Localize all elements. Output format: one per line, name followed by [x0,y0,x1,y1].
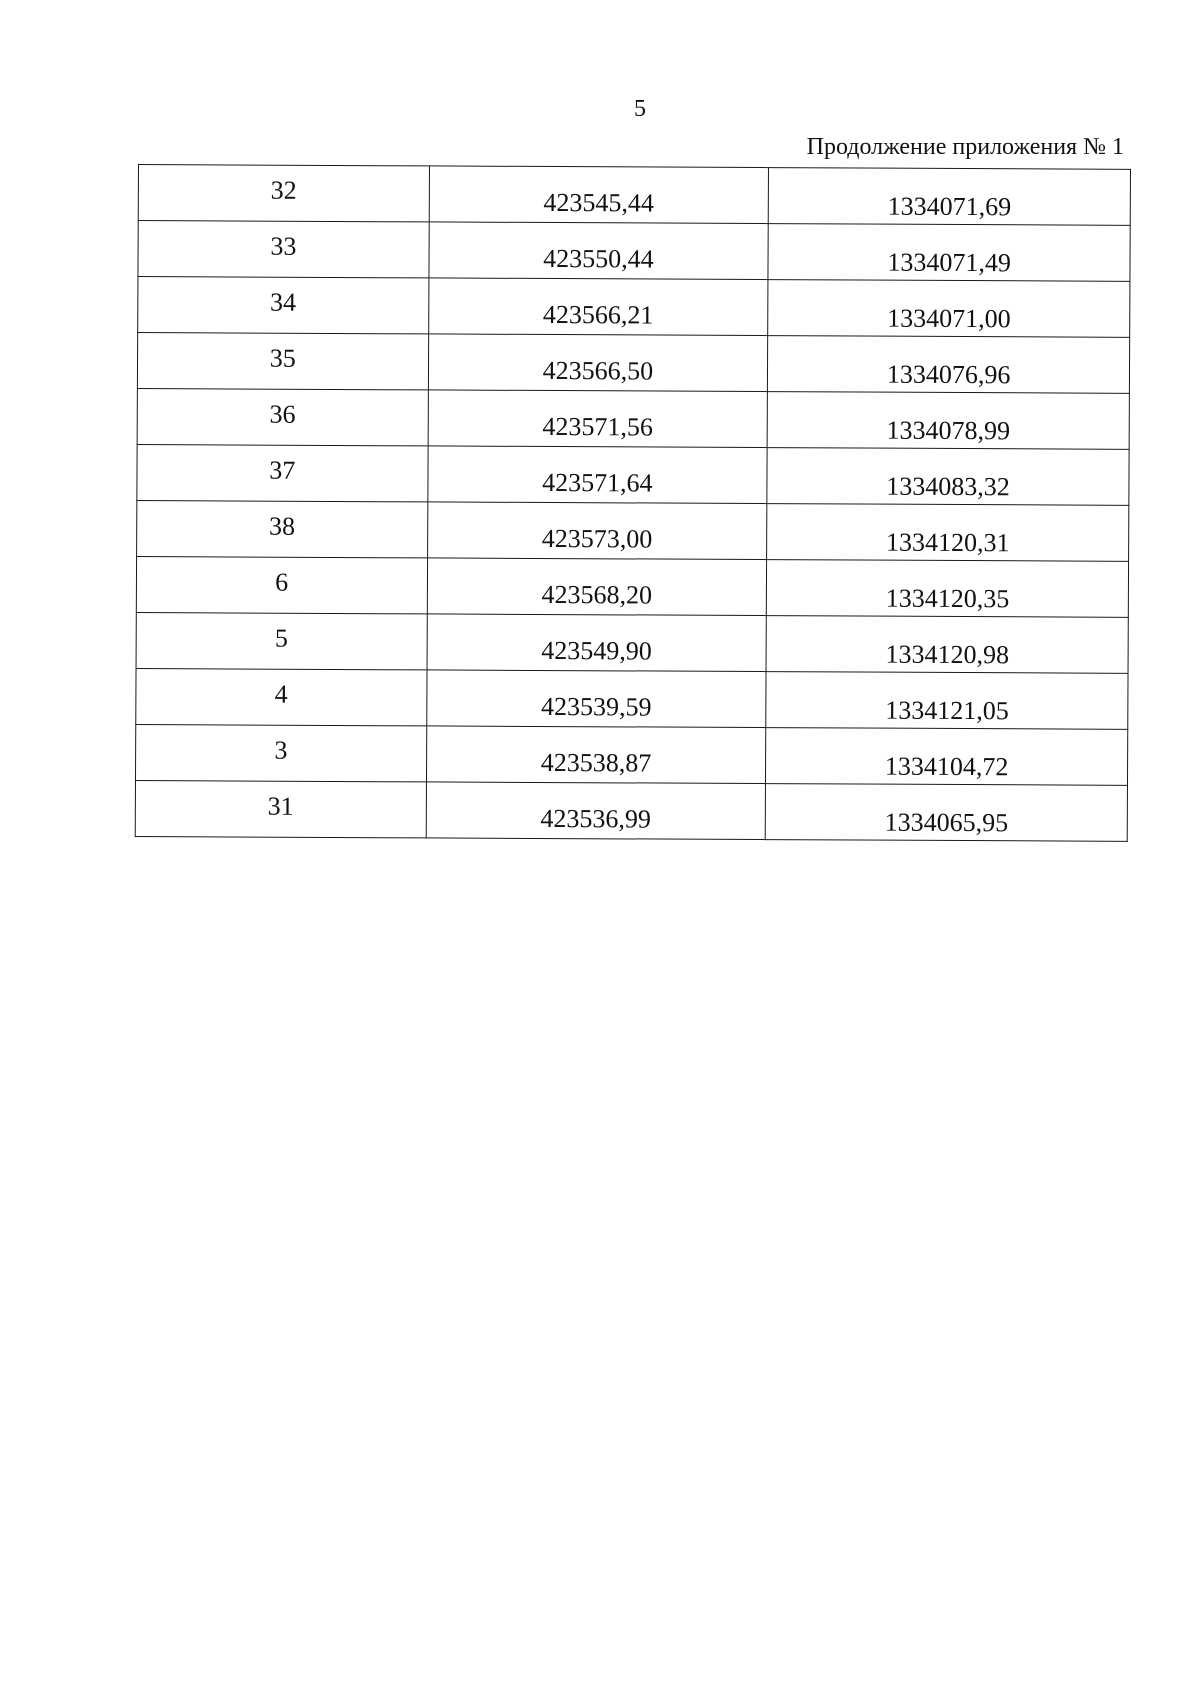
table-row [137,388,1129,449]
point-number-cell: 38 [137,500,428,557]
coordinates-table [135,164,1131,842]
point-number-cell: 6 [136,556,427,613]
y-coordinate-cell: 1334104,72 [766,728,1128,786]
x-coordinate-cell: 423571,64 [427,446,767,504]
point-number-cell: 35 [137,333,428,390]
y-coordinate-cell: 1334071,69 [768,168,1130,226]
point-number-cell: 36 [137,388,428,445]
x-coordinate-cell: 423549,90 [427,614,767,672]
table-row [135,780,1127,841]
y-coordinate-cell: 1334071,00 [768,280,1130,338]
y-coordinate-cell: 1334071,49 [768,224,1130,282]
x-coordinate-cell: 423536,99 [426,782,766,840]
x-coordinate-cell: 423538,87 [426,726,766,784]
y-coordinate-cell: 1334121,05 [766,672,1128,730]
y-coordinate-cell: 1334078,99 [767,392,1129,450]
point-number-cell: 3 [135,724,426,781]
table-row [137,444,1129,505]
x-coordinate-cell: 423545,44 [429,166,769,224]
y-coordinate-cell: 1334120,35 [767,560,1129,618]
x-coordinate-cell: 423566,21 [428,278,768,336]
x-coordinate-cell: 423550,44 [428,222,768,280]
y-coordinate-cell: 1334120,31 [767,504,1129,562]
y-coordinate-cell: 1334120,98 [766,616,1128,674]
table-row [136,612,1128,673]
point-number-cell: 4 [136,668,427,725]
x-coordinate-cell: 423573,00 [427,502,767,560]
table-row [138,221,1130,282]
table-row [136,556,1128,617]
point-number-cell: 31 [135,780,426,837]
x-coordinate-cell: 423566,50 [428,334,768,392]
point-number-cell: 37 [137,444,428,501]
x-coordinate-cell: 423571,56 [428,390,768,448]
table-row [137,500,1129,561]
y-coordinate-cell: 1334083,32 [767,448,1129,506]
appendix-continuation-caption: Продолжение приложения № 1 [806,134,1124,160]
x-coordinate-cell: 423568,20 [427,558,767,616]
point-number-cell: 5 [136,612,427,669]
table-row [138,277,1130,338]
table-row [137,333,1129,394]
y-coordinate-cell: 1334076,96 [768,336,1130,394]
point-number-cell: 33 [138,221,429,278]
point-number-cell: 32 [138,165,429,222]
table-row [136,668,1128,729]
table-row [135,724,1127,785]
x-coordinate-cell: 423539,59 [426,670,766,728]
page-number: 5 [634,96,646,122]
table-row [138,165,1130,226]
point-number-cell: 34 [138,277,429,334]
y-coordinate-cell: 1334065,95 [765,784,1127,842]
